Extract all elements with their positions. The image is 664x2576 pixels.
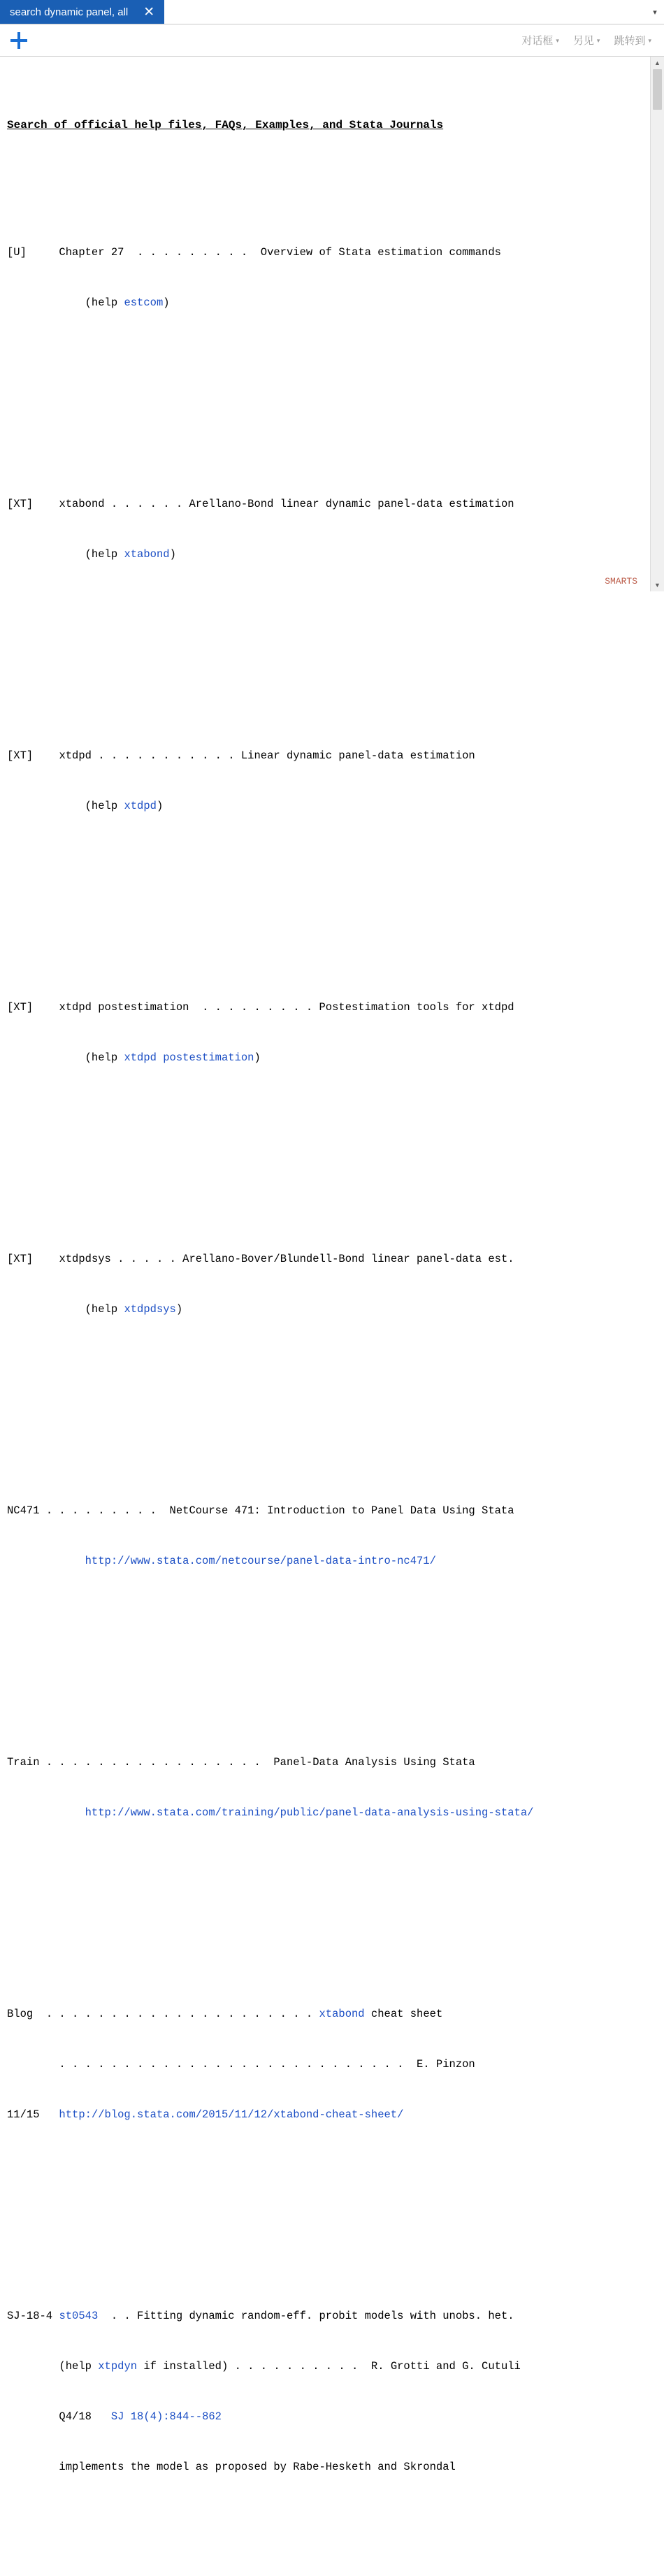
- gap: [33, 2008, 46, 2020]
- plus-icon[interactable]: [8, 30, 29, 51]
- help-link[interactable]: xtabond: [319, 2008, 365, 2020]
- result-entry: [7, 462, 643, 596]
- entry-desc: [27, 246, 59, 259]
- entry-line: xtdpd . . . . . . . . . . . Linear dynamic panel-data estimation: [59, 749, 475, 762]
- help-suffix: ): [169, 548, 176, 561]
- chevron-down-icon: ▾: [648, 37, 651, 44]
- help-link[interactable]: xtdpdsys: [124, 1303, 176, 1316]
- spacer: [7, 378, 643, 395]
- vertical-scrollbar[interactable]: [650, 57, 664, 591]
- spacer: [7, 1636, 643, 1653]
- gap: [33, 498, 59, 510]
- entry-line: . . Fitting dynamic random-eff. probit models with unobs. het.: [98, 2310, 514, 2322]
- entry-tag: [XT]: [7, 1253, 34, 1265]
- help-link[interactable]: estcom: [124, 296, 164, 309]
- result-entry: [7, 2274, 643, 2509]
- entry-tag: [XT]: [7, 1001, 34, 1014]
- entry-line: . . . . . . . . . . R. Grotti and G. Cutuli: [228, 2360, 521, 2373]
- gap: [33, 749, 59, 762]
- entry-tag: NC471: [7, 1504, 40, 1517]
- tab-label: search dynamic panel, all: [10, 6, 129, 18]
- help-link[interactable]: xtdpd: [124, 800, 157, 812]
- overlap-text: SMARTS: [605, 576, 637, 587]
- gap: [33, 1001, 59, 1014]
- journal-link[interactable]: SJ 18(4):844--862: [110, 2410, 222, 2423]
- chevron-down-icon[interactable]: ▾: [653, 8, 657, 17]
- spacer: [7, 2190, 643, 2207]
- entry-line: xtdpdsys . . . . . Arellano-Bover/Blundell-Bond linear panel-data est.: [59, 1253, 514, 1265]
- tab-bar: [0, 0, 664, 24]
- help-prefix: (help: [85, 800, 124, 812]
- help-text: [0, 57, 650, 2473]
- entry-line: xtabond . . . . . . Arellano-Bond linear dynamic panel-data estimation: [59, 498, 514, 510]
- issue-date: Q4/18: [59, 2410, 92, 2423]
- menu-see-also[interactable]: [566, 30, 607, 50]
- entry-line: . . . . . . . . . . . . . . . . . . . . . . . . . . . E. Pinzon: [59, 2058, 475, 2071]
- help-prefix: (help: [59, 2360, 99, 2373]
- package-link[interactable]: st0543: [59, 2310, 99, 2322]
- entry-line: implements the model as proposed by Rabe-Hesketh and Skrondal: [59, 2461, 456, 2473]
- scrollbar-track[interactable]: [651, 69, 664, 579]
- help-mid: if installed): [137, 2360, 229, 2373]
- help-prefix: (help: [85, 548, 124, 561]
- help-suffix: ): [163, 296, 170, 309]
- help-link[interactable]: xtdpd postestimation: [124, 1051, 254, 1064]
- result-entry: [7, 1469, 643, 1603]
- tab-search-dynamic-panel[interactable]: [0, 0, 164, 24]
- content-area: [0, 57, 664, 2473]
- help-link[interactable]: xtabond: [124, 548, 170, 561]
- result-entry: [7, 1217, 643, 1351]
- spacer: [7, 1888, 643, 1905]
- scroll-down-arrow-icon[interactable]: ▼: [651, 579, 664, 591]
- entry-line-post: cheat sheet: [364, 2008, 443, 2020]
- entry-line: xtdpd postestimation . . . . . . . . . Postestimation tools for xtdpd: [59, 1001, 514, 1014]
- spacer: [7, 630, 643, 647]
- result-entry: [7, 1972, 643, 2157]
- entry-line: . . . . . . . . . NetCourse 471: Introduction to Panel Data Using Stata: [45, 1504, 514, 1517]
- menu-jump-to-label: 跳转到: [614, 35, 646, 47]
- scrollbar-thumb[interactable]: [653, 69, 662, 110]
- help-prefix: (help: [85, 296, 124, 309]
- help-prefix: (help: [85, 1303, 124, 1316]
- gap: [33, 1253, 59, 1265]
- close-icon[interactable]: ✕: [143, 4, 155, 20]
- help-suffix: ): [156, 800, 164, 812]
- help-link[interactable]: xtpdyn: [98, 2360, 138, 2373]
- external-link[interactable]: http://blog.stata.com/2015/11/12/xtabond-cheat-sheet/: [59, 2108, 404, 2121]
- entry-line: . . . . . . . . . . . . . . . . . Panel-Data Analysis Using Stata: [45, 1756, 475, 1769]
- spacer: [7, 882, 643, 898]
- entry-tag: [XT]: [7, 749, 34, 762]
- entry-line: Chapter 27 . . . . . . . . . Overview of Stata estimation commands: [59, 246, 501, 259]
- chevron-down-icon: ▾: [596, 37, 600, 44]
- menu-jump-to[interactable]: [607, 30, 658, 50]
- gap: [40, 1756, 46, 1769]
- entry-line: . . . . . . . . . . . . . . . . . . . . .: [45, 2008, 319, 2020]
- entry-tag: Train: [7, 1756, 40, 1769]
- entry-tag: Blog: [7, 2008, 34, 2020]
- result-entry: [7, 210, 643, 345]
- result-entry: [7, 714, 643, 848]
- spacer: [7, 1133, 643, 1150]
- help-prefix: (help: [85, 1051, 124, 1064]
- external-link[interactable]: http://www.stata.com/training/public/panel-data-analysis-using-stata/: [85, 1806, 534, 1819]
- spacer: [7, 1385, 643, 1402]
- external-link[interactable]: http://www.stata.com/netcourse/panel-data-intro-nc471/: [85, 1555, 436, 1567]
- entry-tag: [XT]: [7, 498, 34, 510]
- help-suffix: ): [254, 1051, 261, 1064]
- gap: [40, 1504, 46, 1517]
- scroll-up-arrow-icon[interactable]: ▲: [651, 57, 664, 69]
- menu-dialog-label: 对话框: [521, 35, 554, 47]
- entry-tag: [U]: [7, 246, 27, 259]
- entry-tag: SJ-18-4: [7, 2310, 53, 2322]
- page-title: Search of official help files, FAQs, Examples, and Stata Journals: [7, 119, 444, 131]
- help-suffix: ): [175, 1303, 183, 1316]
- chevron-down-icon: ▾: [556, 37, 559, 44]
- toolbar: [0, 24, 664, 57]
- result-entry: [7, 1720, 643, 1855]
- menu-dialog[interactable]: [514, 30, 566, 50]
- result-entry: [7, 965, 643, 1100]
- entry-date: 11/15: [7, 2108, 40, 2121]
- menu-see-also-label: 另见: [572, 35, 594, 47]
